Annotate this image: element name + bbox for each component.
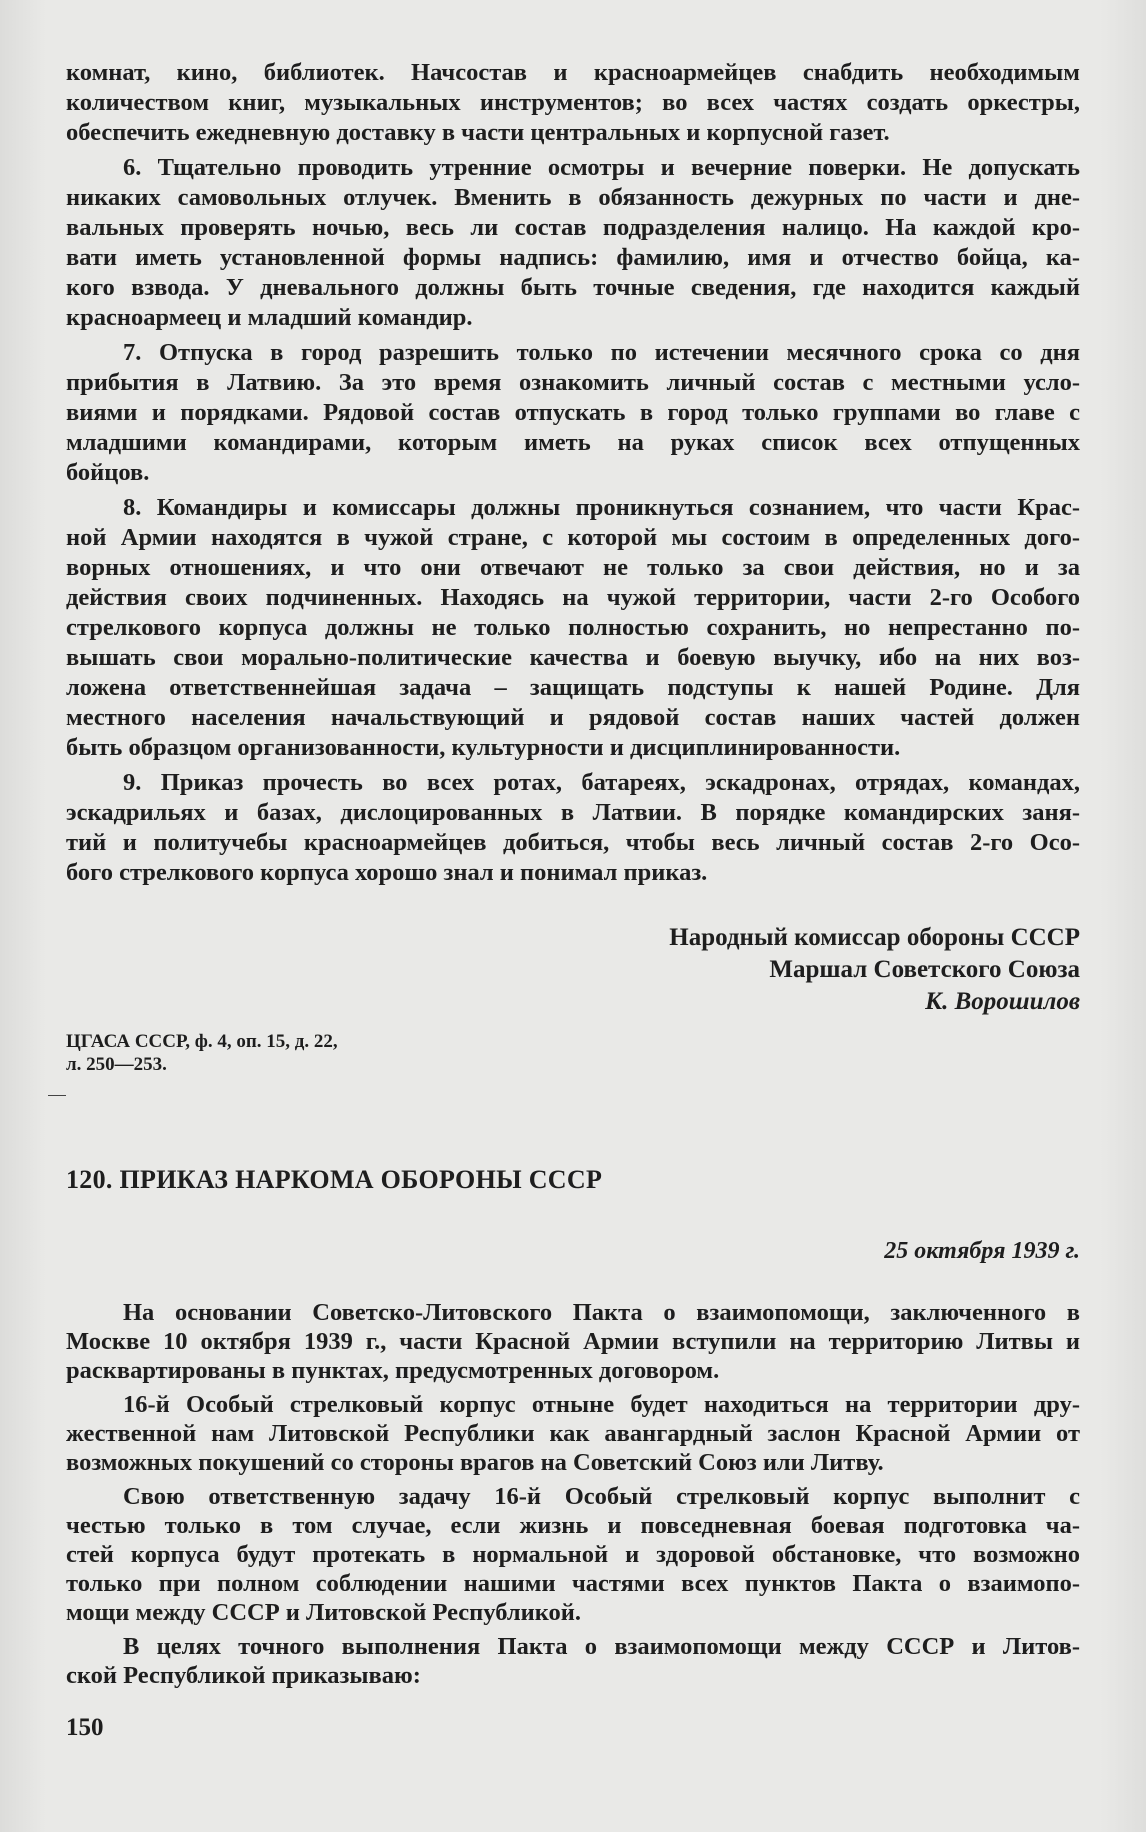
text-line: виями и порядками. Рядовой состав отпускать в город только группами во главе с [66,399,1080,426]
signature-block [669,922,1080,1018]
text-line: обеспечить ежедневную доставку в части центральных и корпусной газет. [66,119,890,146]
paragraph [66,338,1080,488]
text-line: красноармеец и младший командир. [66,304,473,331]
text-line: стей корпуса будут протекать в нормальной и здоровой обстановке, что возможно [66,1541,1080,1568]
archive-source-line: л. 250—253. [66,1054,167,1075]
text-line: бого стрелкового корпуса хорошо знал и понимал приказ. [66,859,708,886]
signature-rank: Маршал Советского Союза [769,956,1080,983]
text-line: эскадрильях и базах, дислоцированных в Латвии. В порядке командирских заня- [66,799,1080,826]
text-line: ложена ответственнейшая задача – защищать подступы к нашей Родине. Для [66,674,1080,701]
order-body-text [66,1298,1080,1695]
text-line: местного населения начальствующий и рядовой состав наших частей должен [66,704,1080,731]
document-date: 25 октября 1939 г. [884,1238,1080,1264]
text-line: На основании Советско-Литовского Пакта о взаимопомощи, заключенного в [123,1299,1080,1326]
text-line: кого взвода. У дневального должны быть точные сведения, где находится каждый [66,274,1080,301]
paragraph [66,493,1080,763]
text-line: прибытия в Латвию. За это время ознакомить личный состав с местными усло- [66,369,1080,396]
archive-source [66,1030,338,1076]
text-line: быть образцом организованности, культурности и дисциплинированности. [66,734,901,761]
text-line: комнат, кино, библиотек. Начсостав и красноармейцев снабдить необходимым [66,59,1080,86]
order-continuation-text [66,58,1080,893]
paragraph [66,1390,1080,1477]
text-line: только при полном соблюдении нашими частями всех пунктов Пакта о взаимопо- [66,1570,1080,1597]
text-line: возможных покушений со стороны врагов на Советский Союз или Литву. [66,1449,884,1476]
paragraph [66,1298,1080,1385]
text-line: вышать свои морально-политические качества и боевую выучку, ибо на них воз- [66,644,1080,671]
text-line: 6. Тщательно проводить утренние осмотры и вечерние поверки. Не допускать [123,154,1080,181]
text-line: 8. Командиры и комиссары должны проникнуться сознанием, что части Крас- [123,494,1080,521]
signature-name: К. Ворошилов [925,988,1080,1015]
signature-position: Народный комиссар обороны СССР [669,924,1080,951]
document-heading: 120. ПРИКАЗ НАРКОМА ОБОРОНЫ СССР [66,1165,603,1194]
text-line: мощи между СССР и Литовской Республикой. [66,1599,581,1626]
archive-source-line: ЦГАСА СССР, ф. 4, оп. 15, д. 22, [66,1031,338,1052]
paragraph [66,153,1080,333]
paragraph [66,1482,1080,1627]
text-line: 9. Приказ прочесть во всех ротах, батареях, эскадронах, отрядах, командах, [123,769,1080,796]
text-line: количеством книг, музыкальных инструментов; во всех частях создать оркестры, [66,89,1080,116]
text-line: ворных отношениях, и что они отвечают не только за свои действия, но и за [66,554,1080,581]
text-line: жественной нам Литовской Республики как авангардный заслон Красной Армии от [66,1420,1080,1447]
text-line: 16-й Особый стрелковый корпус отныне будет находиться на территории дру- [123,1391,1080,1418]
text-line: Свою ответственную задачу 16-й Особый стрелковый корпус выполнит с [123,1483,1080,1510]
text-line: ной Армии находятся в чужой стране, с которой мы состоим в определенных дого- [66,524,1080,551]
text-line: ской Республикой приказываю: [66,1662,421,1689]
text-line: действия своих подчиненных. Находясь на чужой территории, части 2-го Особого [66,584,1080,611]
paragraph [66,768,1080,888]
text-line: В целях точного выполнения Пакта о взаимопомощи между СССР и Литов- [123,1633,1080,1660]
text-line: честью только в том случае, если жизнь и повседневная боевая подготовка ча- [66,1512,1080,1539]
text-line: Москве 10 октября 1939 г., части Красной Армии вступили на территорию Литвы и [66,1328,1080,1355]
text-line: стрелкового корпуса должны не только полностью сохранить, но непрестанно по- [66,614,1080,641]
divider [48,1095,66,1096]
text-line: бойцов. [66,459,150,486]
paragraph [66,1632,1080,1690]
text-line: младшими командирами, которым иметь на руках список всех отпущенных [66,429,1080,456]
text-line: расквартированы в пунктах, предусмотренных договором. [66,1357,720,1384]
text-line: никаких самовольных отлучек. Вменить в обязанность дежурных по части и дне- [66,184,1080,211]
text-line: 7. Отпуска в город разрешить только по истечении месячного срока со дня [123,339,1080,366]
page-number: 150 [66,1714,104,1741]
text-line: тий и политучебы красноармейцев добиться, чтобы весь личный состав 2-го Осо- [66,829,1080,856]
text-line: вати иметь установленной формы надпись: фамилию, имя и отчество бойца, ка- [66,244,1080,271]
paragraph [66,58,1080,148]
text-line: вальных проверять ночью, весь ли состав подразделения налицо. На каждой кро- [66,214,1080,241]
